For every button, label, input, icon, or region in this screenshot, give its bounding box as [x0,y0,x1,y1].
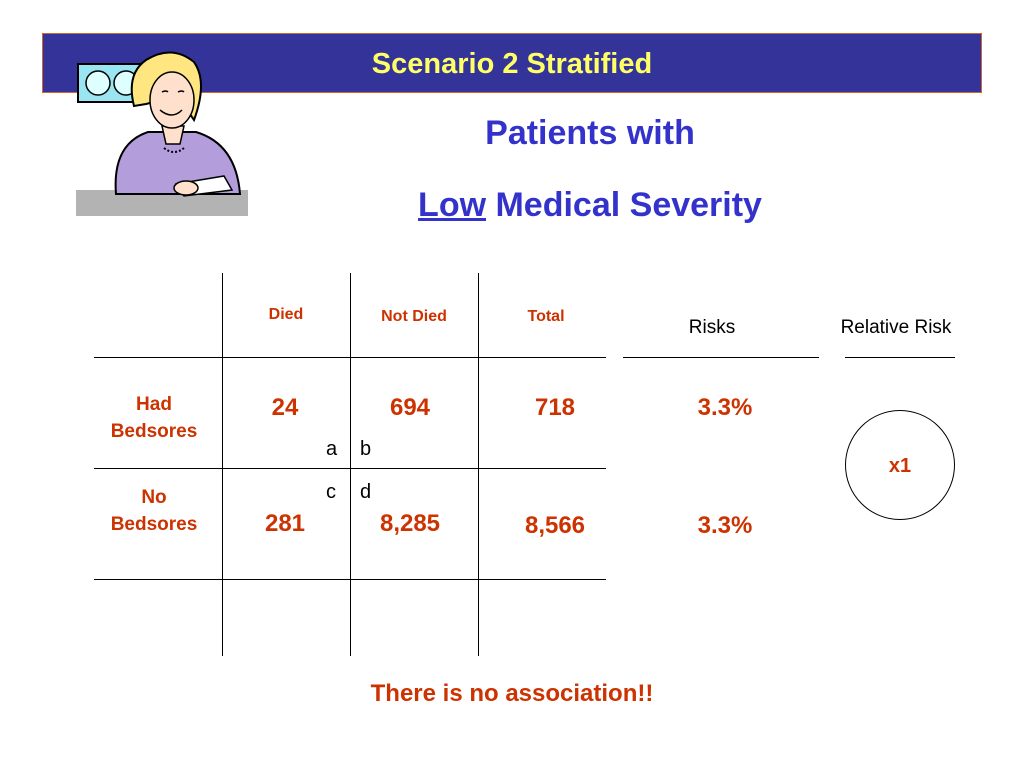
row-header-had-bedsores [94,391,214,445]
risks-hline [623,357,819,358]
cell-had-total: 718 [534,394,576,421]
row-header-line: Bedsores [110,514,198,535]
relative-risk-value: x1 [888,455,912,477]
row-header-no-bedsores [94,484,214,538]
cell-label-d: d [360,481,372,503]
risks-header: Risks [688,317,736,338]
cell-had-not-died: 694 [389,394,431,421]
subtitle-line-2 [360,186,820,225]
cell-label-a: a [326,438,338,460]
relative-risk-header: Relative Risk [840,317,952,338]
row-header-line: No [141,487,167,508]
column-header-total: Total [527,308,565,325]
subtitle-line-1: Patients with [485,114,695,152]
grid-hline-3 [94,579,606,580]
cell-no-total: 8,566 [524,512,586,539]
subtitle-emphasis: Low [418,186,487,224]
grid-hline-1 [94,357,606,358]
grid-hline-2 [94,468,606,469]
cell-had-risk: 3.3% [697,394,753,421]
column-header-not-died: Not Died [381,308,447,325]
column-header-died: Died [268,306,304,323]
cell-label-c: c [326,481,336,503]
subtitle-rest: Medical Severity [486,186,762,224]
row-header-line: Bedsores [110,421,198,442]
grid-vline-1 [222,273,223,656]
cell-no-died: 281 [264,510,306,537]
cell-had-died: 24 [271,394,299,421]
conclusion-text: There is no association!! [370,680,654,707]
grid-vline-3 [478,273,479,656]
cell-no-risk: 3.3% [697,512,753,539]
relative-risk-hline [845,357,955,358]
slide-title: Scenario 2 Stratified [371,48,653,80]
woman-at-desk-clipart [76,44,248,216]
cell-no-not-died: 8,285 [379,510,441,537]
cell-label-b: b [360,438,372,460]
row-header-line: Had [136,394,172,415]
grid-vline-2 [350,273,351,656]
